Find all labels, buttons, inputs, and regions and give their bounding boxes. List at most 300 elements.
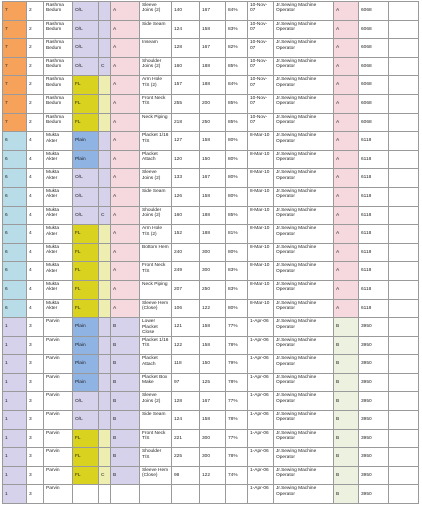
id-code-cell: 3950 (359, 485, 389, 504)
efficiency-cell (226, 485, 248, 504)
category-cell: B (111, 355, 140, 374)
efficiency-cell: 84% (226, 76, 248, 95)
operator-no-cell: 1 (3, 373, 27, 392)
operation-cell: Shoulder Joins (2) (140, 206, 172, 225)
operator-no-cell: 1 (3, 411, 27, 430)
efficiency-cell: 78% (226, 448, 248, 467)
join-date-cell: 8-Mar-10 (248, 150, 274, 169)
id-code-cell: 6118 (359, 225, 389, 244)
target-cell: 300 (200, 429, 226, 448)
operator-no-cell: 6 (3, 243, 27, 262)
output-cell (172, 485, 200, 504)
join-date-cell: 1-Apr-06 (248, 429, 274, 448)
operator-name-cell: Rashma Bedum (44, 94, 73, 113)
machine-type-cell: FL (73, 466, 99, 485)
id-code-cell: 6118 (359, 280, 389, 299)
designation-cell: Jr.Sewing Machine Operator (274, 373, 334, 392)
operator-no-cell: 1 (3, 466, 27, 485)
grade-cell: 4 (27, 225, 44, 244)
efficiency-cell: 80% (226, 187, 248, 206)
designation-cell: Jr.Sewing Machine Operator (274, 299, 334, 318)
table-row (3, 392, 419, 411)
group-cell: A (334, 113, 359, 132)
group-cell: A (334, 280, 359, 299)
efficiency-cell: 83% (226, 262, 248, 281)
id-code-cell: 6118 (359, 169, 389, 188)
table-row (3, 169, 419, 188)
operator-name-cell: Mukta Akter (44, 280, 73, 299)
operator-name-cell: Rashma Bedum (44, 113, 73, 132)
extra-flag-cell (99, 336, 111, 355)
grade-cell: 2 (27, 57, 44, 76)
output-cell: 121 (172, 318, 200, 337)
group-cell: B (334, 485, 359, 504)
operator-no-cell: 1 (3, 318, 27, 337)
target-cell: 188 (200, 76, 226, 95)
machine-type-cell: FL (73, 225, 99, 244)
operator-name-cell: Rashma Bedum (44, 57, 73, 76)
group-cell: B (334, 336, 359, 355)
target-cell: 158 (200, 318, 226, 337)
id-code-cell: 6068 (359, 76, 389, 95)
extra-flag-cell (99, 485, 111, 504)
group-cell: A (334, 299, 359, 318)
group-cell: B (334, 448, 359, 467)
designation-cell: Jr.Sewing Machine Operator (274, 355, 334, 374)
id-code-cell: 6118 (359, 206, 389, 225)
efficiency-cell: 85% (226, 113, 248, 132)
operation-cell: Arm Hole T/S (2) (140, 225, 172, 244)
id-code-cell: 6068 (359, 94, 389, 113)
operator-name-cell: Parvin (44, 466, 73, 485)
operator-no-cell: 1 (3, 448, 27, 467)
efficiency-cell: 81% (226, 225, 248, 244)
id-code-cell: 6118 (359, 150, 389, 169)
join-date-cell: 1-Apr-06 (248, 466, 274, 485)
target-cell: 300 (200, 448, 226, 467)
extra-flag-cell: C (99, 466, 111, 485)
operator-name-cell: Parvin (44, 355, 73, 374)
category-cell (111, 485, 140, 504)
category-cell: B (111, 318, 140, 337)
efficiency-cell: 80% (226, 169, 248, 188)
table-row (3, 57, 419, 76)
extra-flag-cell (99, 113, 111, 132)
efficiency-cell: 79% (226, 355, 248, 374)
id-code-cell: 3950 (359, 355, 389, 374)
operation-cell: Front Neck T/S (140, 94, 172, 113)
extra-flag-cell (99, 262, 111, 281)
join-date-cell: 10-Nov-07 (248, 20, 274, 39)
join-date-cell: 1-Apr-06 (248, 336, 274, 355)
group-cell: A (334, 206, 359, 225)
blank-cell (389, 299, 419, 318)
designation-cell: Jr.Sewing Machine Operator (274, 57, 334, 76)
designation-cell: Jr.Sewing Machine Operator (274, 39, 334, 58)
output-cell: 128 (172, 392, 200, 411)
category-cell: B (111, 429, 140, 448)
join-date-cell: 8-Mar-10 (248, 169, 274, 188)
efficiency-cell: 77% (226, 429, 248, 448)
target-cell: 150 (200, 355, 226, 374)
output-cell: 240 (172, 243, 200, 262)
id-code-cell: 6118 (359, 132, 389, 151)
target-cell: 167 (200, 169, 226, 188)
target-cell (200, 485, 226, 504)
blank-cell (389, 411, 419, 430)
table-row (3, 318, 419, 337)
operator-no-cell: 7 (3, 20, 27, 39)
category-cell: A (111, 243, 140, 262)
operation-cell: Sleeve Joins (2) (140, 2, 172, 21)
operator-name-cell: Rashma Bedum (44, 39, 73, 58)
designation-cell: Jr.Sewing Machine Operator (274, 429, 334, 448)
group-cell: A (334, 39, 359, 58)
machine-type-cell: O/L (73, 57, 99, 76)
machine-type-cell: FL (73, 76, 99, 95)
efficiency-cell: 82% (226, 39, 248, 58)
id-code-cell: 6068 (359, 20, 389, 39)
grade-cell: 4 (27, 169, 44, 188)
table-row (3, 280, 419, 299)
designation-cell: Jr.Sewing Machine Operator (274, 448, 334, 467)
target-cell: 167 (200, 39, 226, 58)
operation-cell: Neck Piping (140, 113, 172, 132)
machine-type-cell: O/L (73, 2, 99, 21)
output-cell: 106 (172, 299, 200, 318)
extra-flag-cell (99, 150, 111, 169)
join-date-cell: 10-Nov-07 (248, 113, 274, 132)
table-row (3, 94, 419, 113)
designation-cell: Jr.Sewing Machine Operator (274, 150, 334, 169)
output-cell: 128 (172, 39, 200, 58)
join-date-cell: 8-Mar-10 (248, 225, 274, 244)
output-cell: 207 (172, 280, 200, 299)
operation-cell: Inseam (140, 39, 172, 58)
operator-name-cell: Mukta Akter (44, 150, 73, 169)
machine-type-cell: FL (73, 94, 99, 113)
operator-no-cell: 6 (3, 225, 27, 244)
target-cell: 188 (200, 206, 226, 225)
id-code-cell: 6068 (359, 113, 389, 132)
blank-cell (389, 448, 419, 467)
id-code-cell: 6068 (359, 57, 389, 76)
efficiency-cell: 77% (226, 392, 248, 411)
operation-cell: Shoulder T/S (140, 448, 172, 467)
table-row (3, 262, 419, 281)
operation-cell: Arm Hole T/S (2) (140, 76, 172, 95)
category-cell: A (111, 113, 140, 132)
machine-type-cell: O/L (73, 392, 99, 411)
join-date-cell: 1-Apr-06 (248, 355, 274, 374)
category-cell: B (111, 336, 140, 355)
machine-type-cell: FL (73, 113, 99, 132)
target-cell: 300 (200, 243, 226, 262)
join-date-cell: 8-Mar-10 (248, 187, 274, 206)
group-cell: A (334, 225, 359, 244)
output-cell: 152 (172, 225, 200, 244)
grade-cell: 3 (27, 485, 44, 504)
operator-no-cell: 6 (3, 206, 27, 225)
efficiency-cell: 80% (226, 150, 248, 169)
designation-cell: Jr.Sewing Machine Operator (274, 225, 334, 244)
operator-no-cell: 7 (3, 39, 27, 58)
machine-type-cell: Plain (73, 336, 99, 355)
output-cell: 120 (172, 150, 200, 169)
extra-flag-cell (99, 243, 111, 262)
blank-cell (389, 20, 419, 39)
table-body (3, 2, 419, 504)
grade-cell: 4 (27, 299, 44, 318)
operation-cell: Lower Placket Close (140, 318, 172, 337)
operator-table (2, 1, 419, 504)
operator-name-cell: Parvin (44, 429, 73, 448)
operator-no-cell: 1 (3, 336, 27, 355)
operator-name-cell: Parvin (44, 336, 73, 355)
extra-flag-cell (99, 411, 111, 430)
join-date-cell: 8-Mar-10 (248, 206, 274, 225)
output-cell: 124 (172, 20, 200, 39)
operation-cell: Placket Attach (140, 355, 172, 374)
operation-cell: Sleeve Hem (Close) (140, 299, 172, 318)
output-cell: 157 (172, 76, 200, 95)
designation-cell: Jr.Sewing Machine Operator (274, 169, 334, 188)
designation-cell: Jr.Sewing Machine Operator (274, 336, 334, 355)
join-date-cell: 8-Mar-10 (248, 299, 274, 318)
operator-no-cell: 1 (3, 355, 27, 374)
blank-cell (389, 355, 419, 374)
group-cell: A (334, 132, 359, 151)
output-cell: 218 (172, 113, 200, 132)
output-cell: 160 (172, 57, 200, 76)
blank-cell (389, 76, 419, 95)
output-cell: 122 (172, 336, 200, 355)
operator-name-cell: Mukta Akter (44, 206, 73, 225)
operator-no-cell: 7 (3, 113, 27, 132)
operation-cell: Placket Box Make (140, 373, 172, 392)
efficiency-cell: 83% (226, 20, 248, 39)
machine-type-cell: O/L (73, 411, 99, 430)
target-cell: 300 (200, 262, 226, 281)
operation-cell: Sleeve Hem (Close) (140, 466, 172, 485)
grade-cell: 3 (27, 355, 44, 374)
designation-cell: Jr.Sewing Machine Operator (274, 94, 334, 113)
operator-name-cell: Parvin (44, 392, 73, 411)
table-row (3, 299, 419, 318)
efficiency-cell: 80% (226, 243, 248, 262)
output-cell: 118 (172, 355, 200, 374)
id-code-cell: 6118 (359, 243, 389, 262)
blank-cell (389, 485, 419, 504)
id-code-cell: 3950 (359, 336, 389, 355)
operator-name-cell: Rashma Bedum (44, 2, 73, 21)
blank-cell (389, 132, 419, 151)
machine-type-cell: O/L (73, 169, 99, 188)
category-cell: A (111, 280, 140, 299)
operation-cell: Sleeve Joins (2) (140, 169, 172, 188)
join-date-cell: 10-Nov-07 (248, 94, 274, 113)
grade-cell: 4 (27, 132, 44, 151)
machine-type-cell: Plain (73, 373, 99, 392)
group-cell: A (334, 243, 359, 262)
operation-cell: Placket Attach (140, 150, 172, 169)
designation-cell: Jr.Sewing Machine Operator (274, 76, 334, 95)
designation-cell: Jr.Sewing Machine Operator (274, 262, 334, 281)
machine-type-cell: O/L (73, 20, 99, 39)
join-date-cell: 10-Nov-07 (248, 39, 274, 58)
category-cell: A (111, 39, 140, 58)
grade-cell: 2 (27, 76, 44, 95)
group-cell: B (334, 318, 359, 337)
blank-cell (389, 206, 419, 225)
operator-name-cell: Mukta Akter (44, 169, 73, 188)
extra-flag-cell (99, 20, 111, 39)
operator-name-cell: Mukta Akter (44, 262, 73, 281)
blank-cell (389, 150, 419, 169)
extra-flag-cell (99, 187, 111, 206)
grade-cell: 3 (27, 466, 44, 485)
target-cell: 158 (200, 20, 226, 39)
group-cell: B (334, 411, 359, 430)
group-cell: B (334, 466, 359, 485)
extra-flag-cell (99, 448, 111, 467)
output-cell: 221 (172, 429, 200, 448)
target-cell: 167 (200, 392, 226, 411)
join-date-cell: 1-Apr-06 (248, 448, 274, 467)
table-row (3, 485, 419, 504)
category-cell: A (111, 132, 140, 151)
category-cell: B (111, 373, 140, 392)
operator-no-cell: 7 (3, 57, 27, 76)
join-date-cell: 1-Apr-06 (248, 392, 274, 411)
join-date-cell: 1-Apr-06 (248, 373, 274, 392)
operator-name-cell: Mukta Akter (44, 299, 73, 318)
operator-no-cell: 7 (3, 94, 27, 113)
operator-no-cell: 1 (3, 485, 27, 504)
extra-flag-cell (99, 225, 111, 244)
grade-cell: 4 (27, 187, 44, 206)
id-code-cell: 6118 (359, 262, 389, 281)
table-row (3, 355, 419, 374)
table-row (3, 429, 419, 448)
machine-type-cell: FL (73, 299, 99, 318)
blank-cell (389, 392, 419, 411)
category-cell: A (111, 206, 140, 225)
operation-cell: Placket 1/16 T/S (140, 132, 172, 151)
grade-cell: 2 (27, 94, 44, 113)
designation-cell: Jr.Sewing Machine Operator (274, 318, 334, 337)
category-cell: A (111, 187, 140, 206)
operation-cell: Shoulder Joins (2) (140, 57, 172, 76)
category-cell: A (111, 299, 140, 318)
grade-cell: 3 (27, 336, 44, 355)
target-cell: 250 (200, 280, 226, 299)
table-row (3, 225, 419, 244)
join-date-cell: 8-Mar-10 (248, 243, 274, 262)
extra-flag-cell (99, 280, 111, 299)
efficiency-cell: 78% (226, 373, 248, 392)
output-cell: 249 (172, 262, 200, 281)
machine-type-cell: FL (73, 262, 99, 281)
operator-no-cell: 6 (3, 187, 27, 206)
efficiency-cell: 78% (226, 336, 248, 355)
table-row (3, 336, 419, 355)
grade-cell: 3 (27, 448, 44, 467)
join-date-cell: 8-Mar-10 (248, 262, 274, 281)
id-code-cell: 3950 (359, 411, 389, 430)
efficiency-cell: 74% (226, 466, 248, 485)
group-cell: A (334, 187, 359, 206)
join-date-cell: 1-Apr-06 (248, 318, 274, 337)
target-cell: 158 (200, 336, 226, 355)
blank-cell (389, 318, 419, 337)
target-cell: 122 (200, 299, 226, 318)
blank-cell (389, 243, 419, 262)
operator-name-cell: Mukta Akter (44, 225, 73, 244)
group-cell: B (334, 373, 359, 392)
operator-no-cell: 6 (3, 150, 27, 169)
operator-no-cell: 6 (3, 280, 27, 299)
join-date-cell: 10-Nov-07 (248, 2, 274, 21)
operation-cell: Side Seam (140, 187, 172, 206)
table-row (3, 39, 419, 58)
designation-cell: Jr.Sewing Machine Operator (274, 243, 334, 262)
category-cell: A (111, 169, 140, 188)
id-code-cell: 3950 (359, 392, 389, 411)
grade-cell: 4 (27, 262, 44, 281)
blank-cell (389, 169, 419, 188)
target-cell: 200 (200, 94, 226, 113)
designation-cell: Jr.Sewing Machine Operator (274, 2, 334, 21)
join-date-cell: 8-Mar-10 (248, 132, 274, 151)
output-cell: 98 (172, 466, 200, 485)
designation-cell: Jr.Sewing Machine Operator (274, 466, 334, 485)
group-cell: B (334, 429, 359, 448)
grade-cell: 2 (27, 113, 44, 132)
grade-cell: 3 (27, 318, 44, 337)
machine-type-cell: Plain (73, 132, 99, 151)
grade-cell: 4 (27, 206, 44, 225)
operator-name-cell: Mukta Akter (44, 243, 73, 262)
extra-flag-cell (99, 429, 111, 448)
join-date-cell: 1-Apr-06 (248, 485, 274, 504)
machine-type-cell: FL (73, 429, 99, 448)
blank-cell (389, 336, 419, 355)
blank-cell (389, 2, 419, 21)
category-cell: A (111, 57, 140, 76)
table-row (3, 448, 419, 467)
target-cell: 158 (200, 411, 226, 430)
machine-type-cell: O/L (73, 206, 99, 225)
extra-flag-cell (99, 132, 111, 151)
blank-cell (389, 225, 419, 244)
extra-flag-cell (99, 355, 111, 374)
category-cell: A (111, 2, 140, 21)
output-cell: 255 (172, 94, 200, 113)
group-cell: B (334, 392, 359, 411)
efficiency-cell: 85% (226, 94, 248, 113)
efficiency-cell: 77% (226, 318, 248, 337)
category-cell: A (111, 20, 140, 39)
extra-flag-cell: C (99, 206, 111, 225)
spreadsheet (2, 1, 419, 504)
operator-no-cell: 7 (3, 76, 27, 95)
grade-cell: 4 (27, 150, 44, 169)
id-code-cell: 6118 (359, 187, 389, 206)
blank-cell (389, 39, 419, 58)
designation-cell: Jr.Sewing Machine Operator (274, 280, 334, 299)
target-cell: 158 (200, 132, 226, 151)
